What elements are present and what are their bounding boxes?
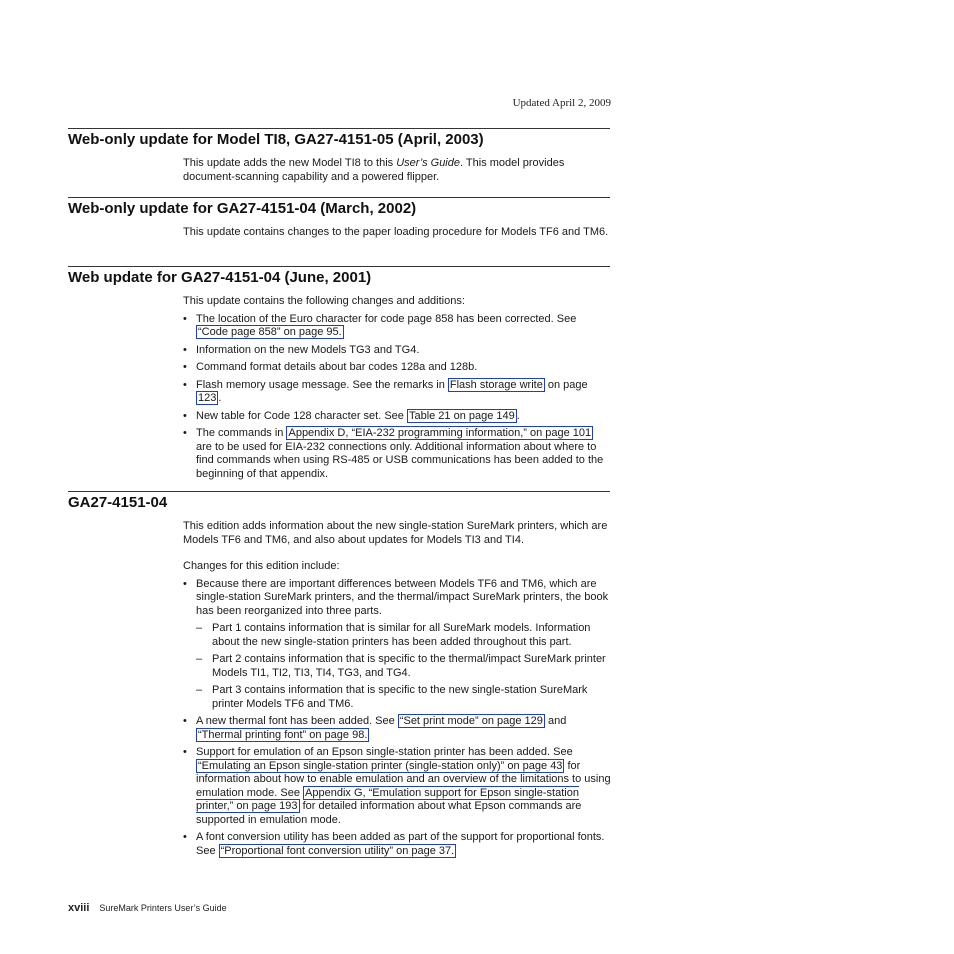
list-item: • A new thermal font has been added. See “Set print mode” on page 129 and “Thermal printing font” on page 98. xyxy=(183,715,611,742)
section-rule xyxy=(68,128,610,129)
paragraph: This update contains the following changes and additions: xyxy=(183,295,465,307)
table-21-link[interactable]: Table 21 on page 149 xyxy=(408,409,515,422)
list-item: – Part 3 contains information that is specific to the new single-station SureMark printer Models TF6 and TM6. xyxy=(196,684,611,711)
paragraph: This update adds the new Model TI8 to this User’s Guide. This model provides document-scanning capability and a powered flipper. xyxy=(183,157,565,183)
list-item: • Support for emulation of an Epson single-station printer has been added. See “Emulating an Epson single-station printer (single-station only)” on page 43 for information about how to enable emulation and an overview of the limitations to using emulation mode. See Appendix G, “Emulation support for Epson single-station printer,” on page 193 for detailed information about what Epson commands are supported in emulation mode. xyxy=(183,746,611,827)
list-item: – Part 2 contains information that is specific to the thermal/impact SureMark printer Models TI1, TI2, TI3, TI4, TG3, and TG4. xyxy=(196,653,611,680)
flash-storage-write-link[interactable]: Flash storage write xyxy=(449,378,543,391)
section-body-ga27-4151-04 xyxy=(183,520,611,858)
section-body-ti8 xyxy=(183,157,611,184)
edition-changes-list xyxy=(183,578,611,859)
page-123-link[interactable]: 123 xyxy=(198,392,217,404)
section-rule xyxy=(68,491,610,492)
section-body-march-2002 xyxy=(183,226,611,240)
paragraph: This update contains changes to the paper loading procedure for Models TF6 and TM6. xyxy=(183,226,609,238)
appendix-d-link[interactable]: Appendix D, “EIA-232 programming information,” on page 101 xyxy=(288,427,592,439)
paragraph: This edition adds information about the new single-station SureMark printers, which are Models TF6 and TM6, and also about updates for Models TI3 and TI4. xyxy=(183,520,608,546)
section-rule xyxy=(68,197,610,198)
font-conversion-utility-link[interactable]: “Proportional font conversion utility” on page 37. xyxy=(220,844,455,857)
section-title-march-2002: Web-only update for GA27-4151-04 (March, 2002) xyxy=(68,200,417,217)
list-item: – Part 1 contains information that is similar for all SureMark models. Information about the new single-station printers has been added throughout this part. xyxy=(196,622,611,649)
section-title-june-2001: Web update for GA27-4151-04 (June, 2001) xyxy=(68,269,372,286)
paragraph: Changes for this edition include: xyxy=(183,560,340,572)
list-item: • A font conversion utility has been added as part of the support for proportional fonts. See “Proportional font conversion utility” on page 37. xyxy=(183,831,611,858)
changes-list xyxy=(183,313,611,482)
appendix-g-link[interactable]: Appendix G, “Emulation support for Epson single-station printer,” on page 193 xyxy=(196,786,579,812)
list-item: • New table for Code 128 character set. See Table 21 on page 149 . xyxy=(183,410,611,424)
updated-date: Updated April 2, 2009 xyxy=(512,97,611,109)
book-title: SureMark Printers User’s Guide xyxy=(99,903,227,913)
page-number: xviii xyxy=(68,902,90,914)
parts-list xyxy=(196,622,611,711)
list-item: • Command format details about bar codes 128a and 128b. xyxy=(183,361,611,375)
list-item: • The commands in Appendix D, “EIA-232 programming information,” on page 101 are to be used for EIA-232 connections only. Additional information about where to find commands when using RS-485 or USB communications has been added to the beginning of that appendix. xyxy=(183,427,611,481)
section-body-june-2001 xyxy=(183,295,611,481)
list-item: • Because there are important differences between Models TF6 and TM6, which are single-station SureMark printers, and the thermal/impact SureMark printers, the book has been reorganized into three parts. – Part 1 contains information that is similar for all SureMark models. Information about the new single-station printers has been added throughout this part. – Part 2 contains information that is specific to the thermal/impact SureMark printer Models TI1, TI2, TI3, TI4, TG3, and TG4. – Part 3 contains information that is specific to the new single-station SureMark printer Models TF6 and TM6. xyxy=(183,578,611,712)
emulating-epson-link[interactable]: “Emulating an Epson single-station printer (single-station only)” on page 43 xyxy=(198,759,563,772)
section-title-ga27-4151-04: GA27-4151-04 xyxy=(68,494,168,511)
page-footer xyxy=(68,902,227,914)
section-title-ti8: Web-only update for Model TI8, GA27-4151-05 (April, 2003) xyxy=(68,131,484,148)
list-item: • Information on the new Models TG3 and TG4. xyxy=(183,344,611,358)
list-item: • Flash memory usage message. See the remarks in Flash storage write on page 123 . xyxy=(183,379,611,406)
code-page-858-link[interactable]: “Code page 858” on page 95. xyxy=(198,326,342,338)
set-print-mode-link[interactable]: “Set print mode” on page 129 xyxy=(399,715,543,727)
section-rule xyxy=(68,266,610,267)
thermal-printing-font-link[interactable]: “Thermal printing font” on page 98. xyxy=(198,728,368,741)
list-item: • The location of the Euro character for code page 858 has been corrected. See “Code page 858” on page 95. xyxy=(183,313,611,340)
